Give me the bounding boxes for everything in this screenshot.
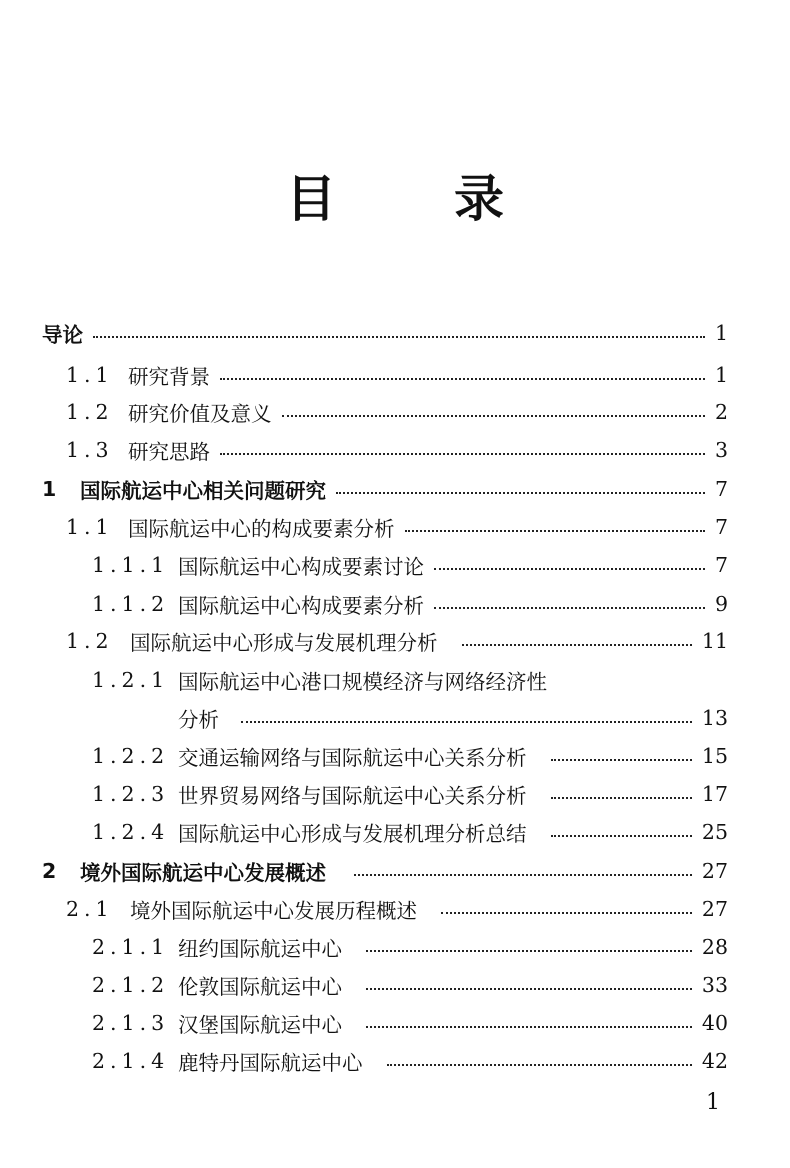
toc-entry-page: 15 [701, 744, 728, 768]
toc-entry-text: 伦敦国际航运中心 [178, 975, 342, 999]
toc-entry[interactable] [0, 1004, 790, 1042]
dot-leader [220, 378, 705, 380]
toc-entry-number: 1.2 [66, 400, 114, 424]
toc-entry-number: 1.2.3 [92, 782, 170, 806]
toc-entry-page: 28 [701, 935, 728, 959]
toc-entry-number: 2.1.1 [92, 935, 170, 959]
toc-entry-page: 11 [701, 629, 728, 653]
toc-entry[interactable] [0, 622, 790, 660]
toc-entry[interactable] [0, 470, 790, 508]
toc-entry[interactable] [0, 966, 790, 1004]
toc-entry-number: 1.1 [66, 363, 114, 387]
dot-leader [551, 835, 692, 837]
dot-leader [366, 950, 692, 952]
dot-leader [441, 912, 692, 914]
toc-entry[interactable] [0, 508, 790, 546]
dot-leader [462, 644, 692, 646]
toc-entry-number: 1.1.2 [92, 592, 170, 616]
toc-entry-page: 7 [714, 553, 728, 577]
dot-leader [551, 797, 692, 799]
toc-entry-text: 世界贸易网络与国际航运中心关系分析 [178, 784, 527, 808]
dot-leader [434, 568, 705, 570]
toc-entry[interactable] [0, 661, 790, 699]
toc-entry-text: 国际航运中心构成要素分析 [178, 594, 424, 618]
toc-entry[interactable] [0, 393, 790, 431]
toc-entry-page: 17 [701, 782, 728, 806]
toc-entry[interactable] [0, 852, 790, 890]
toc-entry-page: 7 [714, 477, 728, 501]
toc-entry-page: 27 [701, 859, 728, 883]
dot-leader [551, 759, 692, 761]
toc-entry-number: 2.1.4 [92, 1049, 170, 1073]
toc-entry-page: 25 [701, 820, 728, 844]
toc-entry-text: 国际航运中心构成要素讨论 [178, 555, 424, 579]
toc-entry-page: 27 [701, 897, 728, 921]
toc-entry-page: 13 [701, 706, 728, 730]
toc-entry-text: 汉堡国际航运中心 [178, 1013, 342, 1037]
toc-entry-number: 1.2.4 [92, 820, 170, 844]
toc-entry[interactable] [0, 890, 790, 928]
toc-entry-text: 交通运输网络与国际航运中心关系分析 [178, 746, 527, 770]
dot-leader [366, 988, 692, 990]
toc-entry-number: 2 [42, 859, 62, 883]
dot-leader [282, 415, 705, 417]
toc-entry-number: 1.2.2 [92, 744, 170, 768]
toc-entry-page: 9 [714, 592, 728, 616]
toc-entry[interactable] [0, 737, 790, 775]
toc-entry-number: 2.1.2 [92, 973, 170, 997]
toc-entry-text: 研究思路 [128, 440, 210, 464]
toc-entry-page: 40 [701, 1011, 728, 1035]
toc-entry-text: 国际航运中心形成与发展机理分析总结 [178, 822, 527, 846]
toc-entry-number: 2.1 [66, 897, 114, 921]
toc-entry-text: 国际航运中心形成与发展机理分析 [130, 631, 438, 655]
toc-entry[interactable] [0, 431, 790, 469]
toc-entry-number: 1.3 [66, 438, 114, 462]
toc-entry-number: 1.2.1 [92, 668, 170, 692]
dot-leader [366, 1026, 692, 1028]
toc-entry-number: 1 [42, 477, 62, 501]
title-char-2: 录 [454, 169, 504, 228]
dot-leader [387, 1064, 692, 1066]
toc-entry[interactable] [0, 928, 790, 966]
toc-entry-number: 1.1.1 [92, 553, 170, 577]
toc-entry-page: 1 [714, 363, 728, 387]
toc-entry-page: 3 [714, 438, 728, 462]
toc-entry-continuation[interactable] [0, 699, 790, 737]
page-title [0, 160, 790, 230]
toc-entry[interactable] [0, 356, 790, 394]
toc-entry-text: 纽约国际航运中心 [178, 937, 342, 961]
toc-entry-text: 国际航运中心的构成要素分析 [128, 517, 395, 541]
dot-leader [434, 607, 705, 609]
title-char-1: 目 [286, 169, 336, 228]
toc-entry-page: 2 [714, 400, 728, 424]
toc-entry[interactable] [0, 775, 790, 813]
dot-leader [220, 453, 705, 455]
dot-leader [93, 336, 705, 338]
toc-entry-page: 33 [701, 973, 728, 997]
toc-entry-page: 7 [714, 515, 728, 539]
toc-entry-number: 1.1 [66, 515, 114, 539]
toc-entry-text: 境外国际航运中心发展历程概述 [130, 899, 417, 923]
toc-entry-text: 国际航运中心相关问题研究 [80, 479, 326, 503]
toc-entry-page: 42 [701, 1049, 728, 1073]
toc-entry[interactable] [0, 314, 790, 352]
toc-entry[interactable] [0, 813, 790, 851]
toc-entry-number: 1.2 [66, 629, 114, 653]
toc-entry-text: 境外国际航运中心发展概述 [80, 861, 326, 885]
dot-leader [336, 492, 705, 494]
dot-leader [405, 530, 705, 532]
dot-leader [354, 874, 692, 876]
toc-entry-text: 导论 [42, 323, 83, 347]
page-number: 1 [706, 1090, 720, 1115]
toc-entry[interactable] [0, 1042, 790, 1080]
dot-leader [241, 721, 692, 723]
toc-entry-page: 1 [714, 321, 728, 345]
toc-entry-number: 2.1.3 [92, 1011, 170, 1035]
toc-entry[interactable] [0, 546, 790, 584]
toc-entry-text: 鹿特丹国际航运中心 [178, 1051, 363, 1075]
toc-entry-text: 研究背景 [128, 365, 210, 389]
toc-entry-text: 国际航运中心港口规模经济与网络经济性 [178, 670, 547, 694]
toc-entry-text: 分析 [178, 708, 219, 732]
toc-entry[interactable] [0, 585, 790, 623]
toc-entry-text: 研究价值及意义 [128, 402, 272, 426]
